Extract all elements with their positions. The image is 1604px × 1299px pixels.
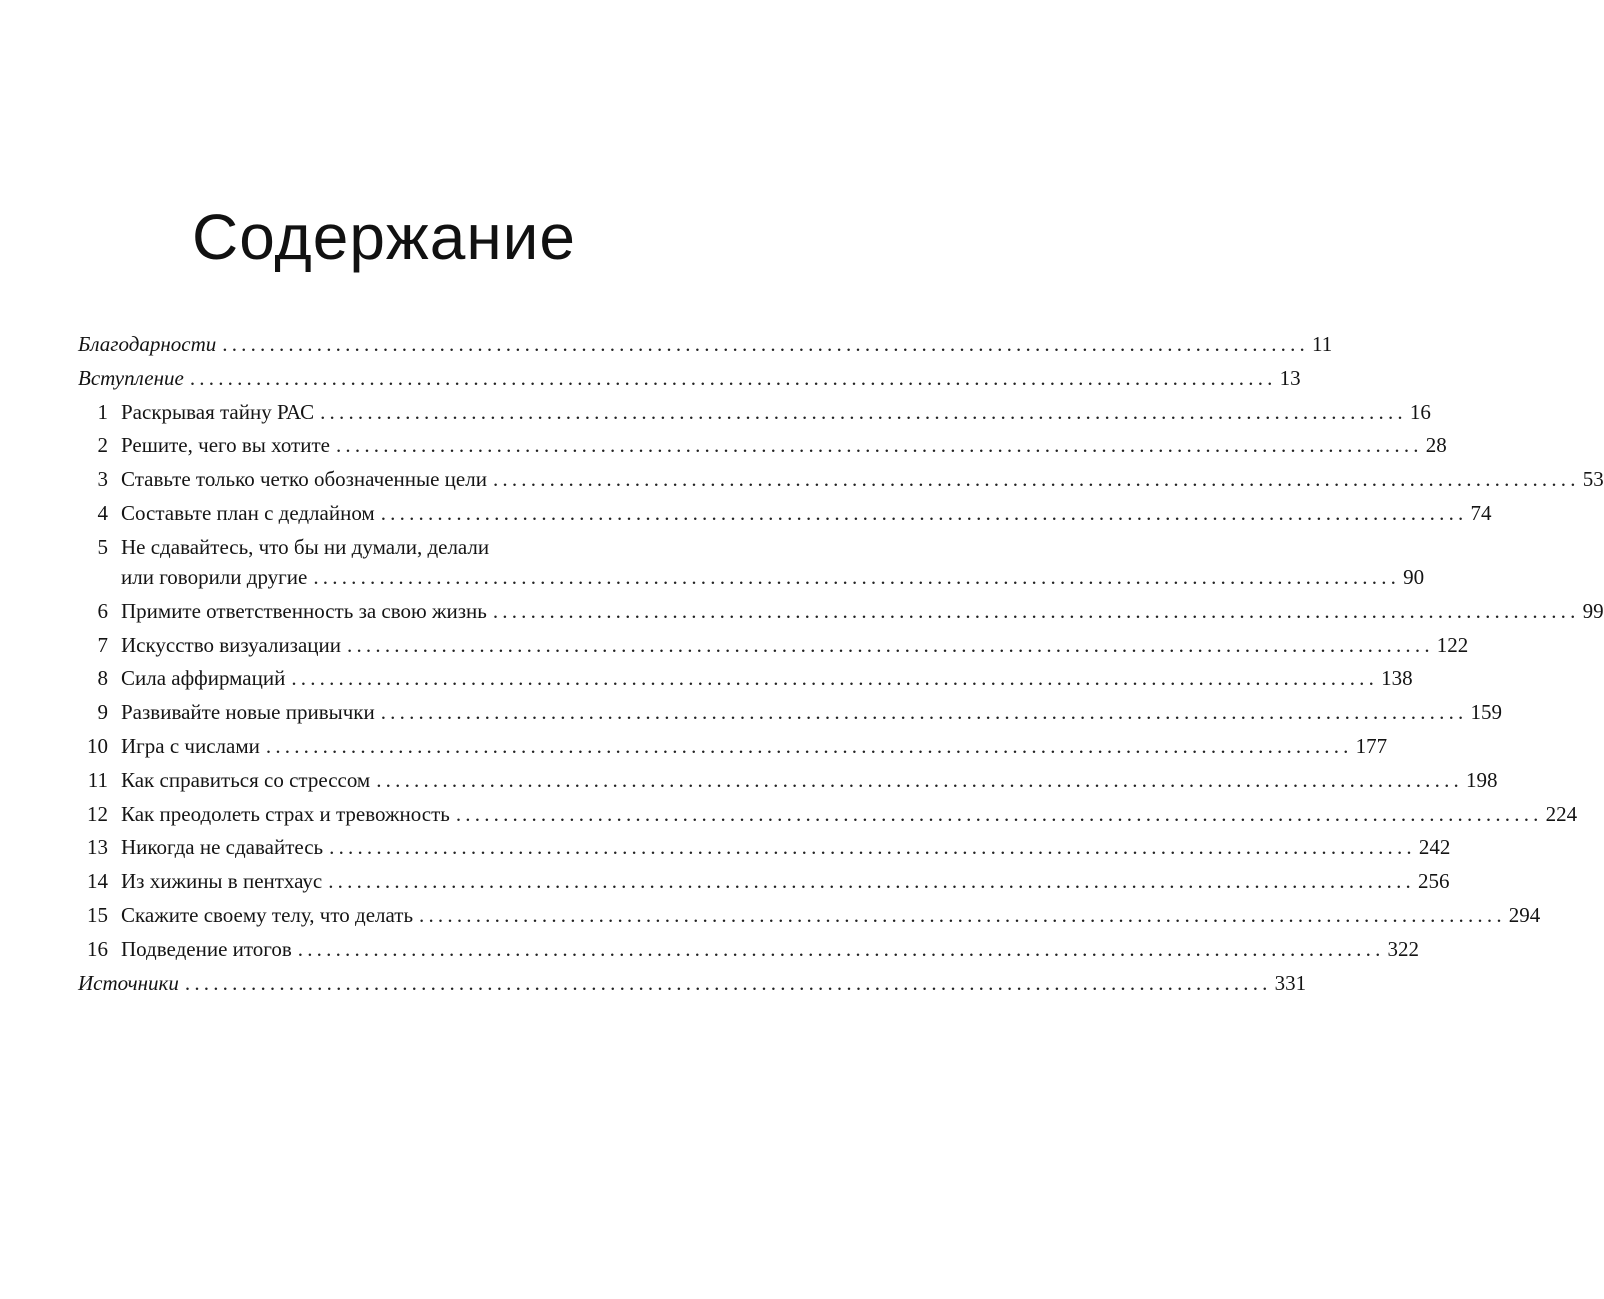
dot-leader: ................................................................................................................... [328,869,1415,894]
toc-page-number: 53 [1582,467,1604,492]
chapter-number: 3 [97,467,108,492]
dot-leader: ................................................................................................................... [184,970,1272,995]
toc-chapter-2[interactable] [78,429,1447,463]
chapter-number: 14 [87,869,108,894]
toc-page-number: 331 [1274,970,1307,995]
toc-page-number: 242 [1418,835,1451,860]
chapter-number: 9 [97,700,108,725]
toc-entry-introduction[interactable] [78,362,1301,396]
chapter-number: 13 [87,835,108,860]
dot-leader: ................................................................................................................... [291,666,1379,691]
dot-leader: ................................................................................................................... [376,767,1463,792]
toc-page-number: 99 [1582,598,1604,623]
chapter-title-line2: или говорили другие [121,564,308,589]
chapter-title: Развивайте новые привычки [121,700,375,725]
chapter-number: 15 [87,902,108,927]
toc-page-number: 11 [1312,332,1333,356]
dot-leader: ................................................................................................................... [419,902,1506,927]
toc-page-number: 138 [1381,666,1413,691]
chapter-number: 10 [87,733,108,758]
toc-page-number: 177 [1355,733,1388,758]
toc-chapter-4[interactable] [78,497,1492,531]
chapter-number: 11 [87,767,108,792]
chapter-title: Сила аффирмаций [121,666,286,691]
toc-chapter-8[interactable] [78,662,1413,696]
toc-entry-title: Источники [78,970,179,995]
chapter-title: Раскрывая тайну РАС [121,399,315,424]
chapter-number: 12 [87,801,108,826]
dot-leader: ................................................................................................................... [380,700,1468,725]
chapter-title: Искусство визуализации [121,632,342,657]
chapter-title: Никогда не сдавайтесь [121,835,324,860]
toc-page-number: 294 [1508,902,1541,927]
toc-page-number: 16 [1409,399,1431,424]
toc-page-number: 74 [1470,500,1492,525]
toc-chapter-14[interactable] [78,865,1450,899]
toc-page-number: 256 [1417,869,1450,894]
toc-chapter-9[interactable] [78,696,1502,730]
dot-leader: ................................................................................................................... [320,399,1407,424]
dot-leader: ................................................................................................................... [492,598,1580,623]
toc-chapter-16[interactable] [78,933,1420,967]
chapter-number: 5 [97,534,108,559]
chapter-title: Как справиться со стрессом [121,767,371,792]
chapter-number: 2 [97,433,108,458]
dot-leader: ................................................................................................................... [380,500,1468,525]
toc-page-number: 28 [1425,433,1447,458]
toc-entry-title: Вступление [78,365,184,390]
dot-leader: ................................................................................................................... [189,365,1277,390]
toc-chapter-10[interactable] [78,730,1388,764]
toc-entry-acknowledgements[interactable] [78,328,1333,362]
dot-leader: ................................................................................................................... [265,733,1353,758]
toc-chapter-5[interactable] [78,531,1425,595]
chapter-title: Скажите своему телу, что делать [121,902,414,927]
dot-leader: ................................................................................................................... [329,835,1416,860]
chapter-title: Ставьте только четко обозначенные цели [121,467,487,492]
toc-chapter-13[interactable] [78,831,1451,865]
toc-page-number: 13 [1279,365,1301,390]
chapter-title: Игра с числами [121,733,260,758]
toc-page-number: 322 [1387,936,1420,961]
toc-entry-title: Благодарности [78,332,217,356]
toc-chapter-3[interactable] [78,463,1604,497]
chapter-number: 4 [97,500,108,525]
toc-chapter-7[interactable] [78,629,1469,663]
toc-chapter-12[interactable] [78,798,1578,832]
table-of-contents [78,328,1604,1000]
chapter-number: 7 [97,632,108,657]
toc-chapter-15[interactable] [78,899,1541,933]
toc-page-number: 198 [1465,767,1498,792]
chapter-number: 1 [97,399,108,424]
toc-page-number: 159 [1470,700,1502,725]
chapter-title: Примите ответственность за свою жизнь [121,598,487,623]
dot-leader: ................................................................................................................... [222,332,1309,356]
chapter-title: Подведение итогов [121,936,292,961]
toc-chapter-1[interactable] [78,396,1431,430]
dot-leader: ................................................................................................................... [347,632,1434,657]
page-title: Содержание [191,201,577,273]
toc-chapter-6[interactable] [78,595,1604,629]
toc-chapter-11[interactable] [78,764,1498,798]
chapter-title: Составьте план с дедлайном [121,500,375,525]
toc-page-number: 122 [1436,632,1469,657]
dot-leader: ................................................................................................................... [313,564,1401,589]
chapter-title: Решите, чего вы хотите [121,433,330,458]
chapter-number: 6 [97,598,108,623]
chapter-title-line1: Не сдавайтесь, что бы ни думали, делали [121,534,490,559]
dot-leader: ................................................................................................................... [297,936,1385,961]
toc-entry-sources[interactable] [78,967,1307,1001]
dot-leader: ................................................................................................................... [492,467,1580,492]
chapter-number: 8 [97,666,108,691]
dot-leader: ................................................................................................................... [455,801,1543,826]
dot-leader: ................................................................................................................... [335,433,1423,458]
toc-page-number: 224 [1545,801,1578,826]
chapter-title: Из хижины в пентхаус [121,869,323,894]
chapter-number: 16 [87,936,108,961]
toc-page-number: 90 [1403,564,1425,589]
chapter-title: Как преодолеть страх и тревожность [121,801,450,826]
